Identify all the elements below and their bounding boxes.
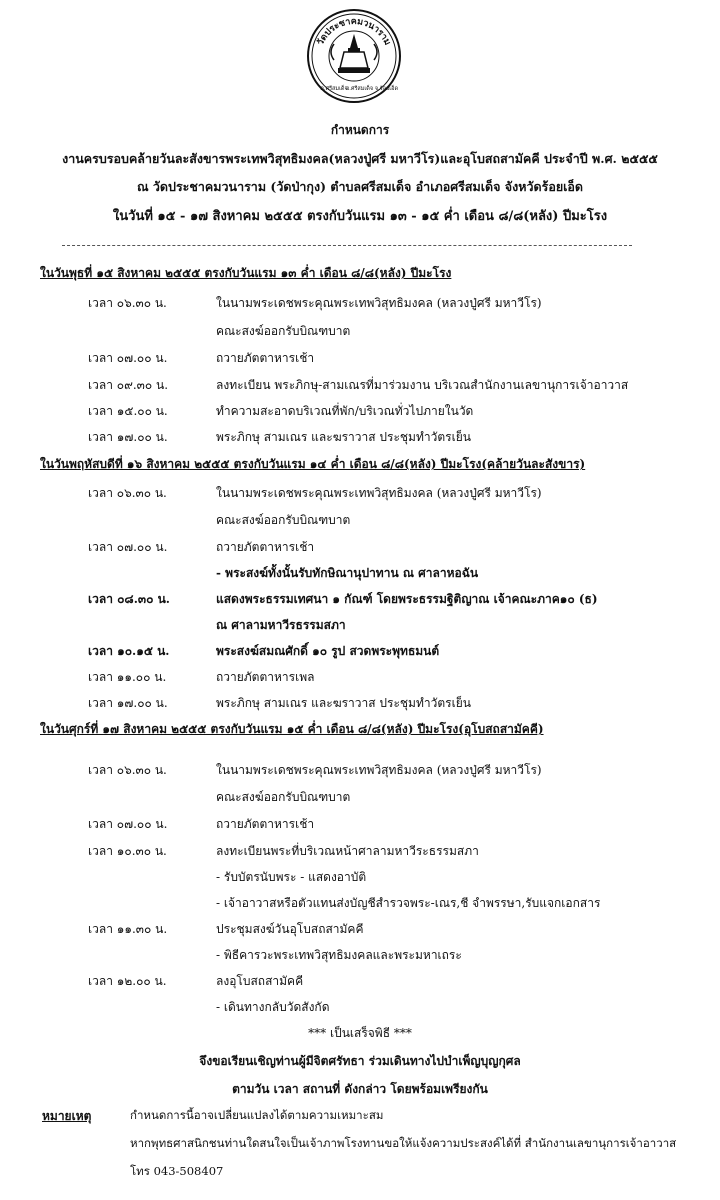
day-heading-3: ในวันศุกร์ที่ ๑๗ สิงหาคม ๒๕๕๕ ตรงกับวันแรม ๑๕ ค่ำ เดือน ๘/๘(หลัง) ปีมะโรง(อุโบสถสามัคคี) bbox=[40, 722, 544, 736]
schedule-time: เวลา ๑๒.๐๐ น. bbox=[88, 974, 167, 988]
schedule-description: ในนามพระเดชพระคุณพระเทพวิสุทธิมงคล (หลวงปู่ศรี มหาวีโร) bbox=[216, 763, 542, 777]
schedule-time: เวลา ๐๘.๓๐ น. bbox=[88, 592, 170, 606]
schedule-description: คณะสงฆ์ออกรับบิณฑบาต bbox=[216, 324, 351, 338]
schedule-description: ถวายภัตตาหารเพล bbox=[216, 670, 315, 684]
event-title-line: งานครบรอบคล้ายวันละสังขารพระเทพวิสุทธิมงคล(หลวงปู่ศรี มหาวีโร)และอุโบสถสามัคคี ประจำปี พ.ศ. ๒๕๕๕ bbox=[62, 151, 658, 166]
dashed-divider bbox=[62, 245, 632, 246]
day-heading-1: ในวันพุธที่ ๑๕ สิงหาคม ๒๕๕๕ ตรงกับวันแรม ๑๓ ค่ำ เดือน ๘/๘(หลัง) ปีมะโรง bbox=[40, 266, 452, 280]
schedule-description: คณะสงฆ์ออกรับบิณฑบาต bbox=[216, 513, 351, 527]
schedule-time: เวลา ๐๙.๓๐ น. bbox=[88, 378, 169, 392]
schedule-description: ลงทะเบียนพระที่บริเวณหน้าศาลามหาวีระธรรมสภา bbox=[216, 844, 479, 858]
seal-lower-left: ต.ศรีสมเด็จ bbox=[320, 86, 348, 92]
schedule-description: พระภิกษุ สามเณร และฆราวาส ประชุมทำวัตรเย็น bbox=[216, 696, 471, 710]
remark-line: กำหนดการนี้อาจเปลี่ยนแปลงได้ตามความเหมาะสม bbox=[130, 1108, 384, 1122]
schedule-description: ประชุมสงฆ์วันอุโบสถสามัคคี bbox=[216, 922, 364, 936]
schedule-description: - เดินทางกลับวัดสังกัด bbox=[216, 1000, 330, 1014]
event-date-line: ในวันที่ ๑๕ - ๑๗ สิงหาคม ๒๕๕๕ ตรงกับวันแรม ๑๓ - ๑๕ ค่ำ เดือน ๘/๘(หลัง) ปีมะโรง bbox=[112, 209, 608, 224]
schedule-description: ถวายภัตตาหารเช้า bbox=[216, 540, 315, 554]
day-heading-2: ในวันพฤหัสบดีที่ ๑๖ สิงหาคม ๒๕๕๕ ตรงกับวันแรม ๑๔ ค่ำ เดือน ๘/๘(หลัง) ปีมะโรง(คล้ายวันละสังขาร) bbox=[40, 457, 586, 471]
schedule-description: - พิธีคารวะพระเทพวิสุทธิมงคลและพระมหาเถระ bbox=[216, 948, 462, 962]
schedule-time: เวลา ๐๖.๓๐ น. bbox=[88, 486, 167, 500]
document-title: กำหนดการ bbox=[330, 123, 390, 137]
schedule-description: ถวายภัตตาหารเช้า bbox=[216, 351, 315, 365]
schedule-description: - เจ้าอาวาสหรือตัวแทนส่งบัญชีสำรวจพระ-เณร,ชี จำพรรษา,รับแจกเอกสาร bbox=[216, 896, 601, 910]
schedule-time: เวลา ๐๗.๐๐ น. bbox=[88, 351, 168, 365]
schedule-description: ทำความสะอาดบริเวณที่พัก/บริเวณทั่วไปภายในวัด bbox=[216, 404, 474, 418]
schedule-time: เวลา ๑๐.๓๐ น. bbox=[88, 844, 167, 858]
schedule-description: ในนามพระเดชพระคุณพระเทพวิสุทธิมงคล (หลวงปู่ศรี มหาวีโร) bbox=[216, 296, 542, 310]
schedule-description: ลงอุโบสถสามัคคี bbox=[216, 974, 304, 988]
schedule-description: ถวายภัตตาหารเช้า bbox=[216, 817, 315, 831]
schedule-time: เวลา ๑๕.๐๐ น. bbox=[88, 404, 168, 418]
seal-ring-text: วัดประชาคมวนาราม bbox=[315, 16, 393, 48]
schedule-time: เวลา ๑๐.๑๕ น. bbox=[88, 644, 170, 658]
schedule-description: ในนามพระเดชพระคุณพระเทพวิสุทธิมงคล (หลวงปู่ศรี มหาวีโร) bbox=[216, 486, 542, 500]
schedule-time: เวลา ๑๗.๐๐ น. bbox=[88, 430, 168, 444]
schedule-time: เวลา ๐๗.๐๐ น. bbox=[88, 817, 168, 831]
seal-lower-right: อ.ศรีสมเด็จ จ.ร้อยเอ็ด bbox=[345, 86, 399, 92]
schedule-description: - พระสงฆ์ทั้งนั้นรับทักษิณานุปาทาน ณ ศาลาหอฉัน bbox=[216, 566, 479, 580]
invitation-line-2: ตามวัน เวลา สถานที่ ดังกล่าว โดยพร้อมเพรียงกัน bbox=[232, 1082, 488, 1096]
schedule-time: เวลา ๑๑.๓๐ น. bbox=[88, 922, 168, 936]
event-location-line: ณ วัดประชาคมวนาราม (วัดป่ากุง) ตำบลศรีสมเด็จ อำเภอศรีสมเด็จ จังหวัดร้อยเอ็ด bbox=[136, 179, 584, 194]
remark-line: หากพุทธศาสนิกชนท่านใดสนใจเป็นเจ้าภาพโรงทานขอให้แจ้งความประสงค์ได้ที่ สำนักงานเลขานุการเจ้าอาวาส bbox=[130, 1136, 677, 1150]
schedule-description: พระภิกษุ สามเณร และฆราวาส ประชุมทำวัตรเย็น bbox=[216, 430, 471, 444]
schedule-time: เวลา ๑๑.๐๐ น. bbox=[88, 670, 167, 684]
schedule-description: ณ ศาลามหาวีรธรรมสภา bbox=[216, 618, 346, 632]
ceremony-end-note: *** เป็นเสร็จพิธี *** bbox=[308, 1026, 412, 1040]
schedule-description: - รับบัตรนับพระ - แสดงอาบัติ bbox=[216, 870, 367, 884]
remark-phone: โทร 043-508407 bbox=[130, 1164, 224, 1178]
schedule-time: เวลา ๑๗.๐๐ น. bbox=[88, 696, 168, 710]
invitation-line-1: จึงขอเรียนเชิญท่านผู้มีจิตศรัทธา ร่วมเดินทางไปบำเพ็ญบุญกุศล bbox=[199, 1054, 521, 1068]
schedule-time: เวลา ๐๖.๓๐ น. bbox=[88, 296, 167, 310]
schedule-time: เวลา ๐๖.๓๐ น. bbox=[88, 763, 167, 777]
schedule-description: ลงทะเบียน พระภิกษุ-สามเณรที่มาร่วมงาน บริเวณสำนักงานเลขานุการเจ้าอาวาส bbox=[216, 378, 629, 392]
schedule-description: พระสงฆ์สมณศักดิ์ ๑๐ รูป สวดพระพุทธมนต์ bbox=[216, 644, 440, 658]
temple-seal-logo bbox=[306, 8, 402, 104]
schedule-description: แสดงพระธรรมเทศนา ๑ กัณฑ์ โดยพระธรรมฐิติญาณ เจ้าคณะภาค๑๐ (ธ) bbox=[216, 592, 598, 606]
remarks-label: หมายเหตุ bbox=[42, 1109, 92, 1123]
schedule-time: เวลา ๐๗.๐๐ น. bbox=[88, 540, 168, 554]
schedule-description: คณะสงฆ์ออกรับบิณฑบาต bbox=[216, 790, 351, 804]
